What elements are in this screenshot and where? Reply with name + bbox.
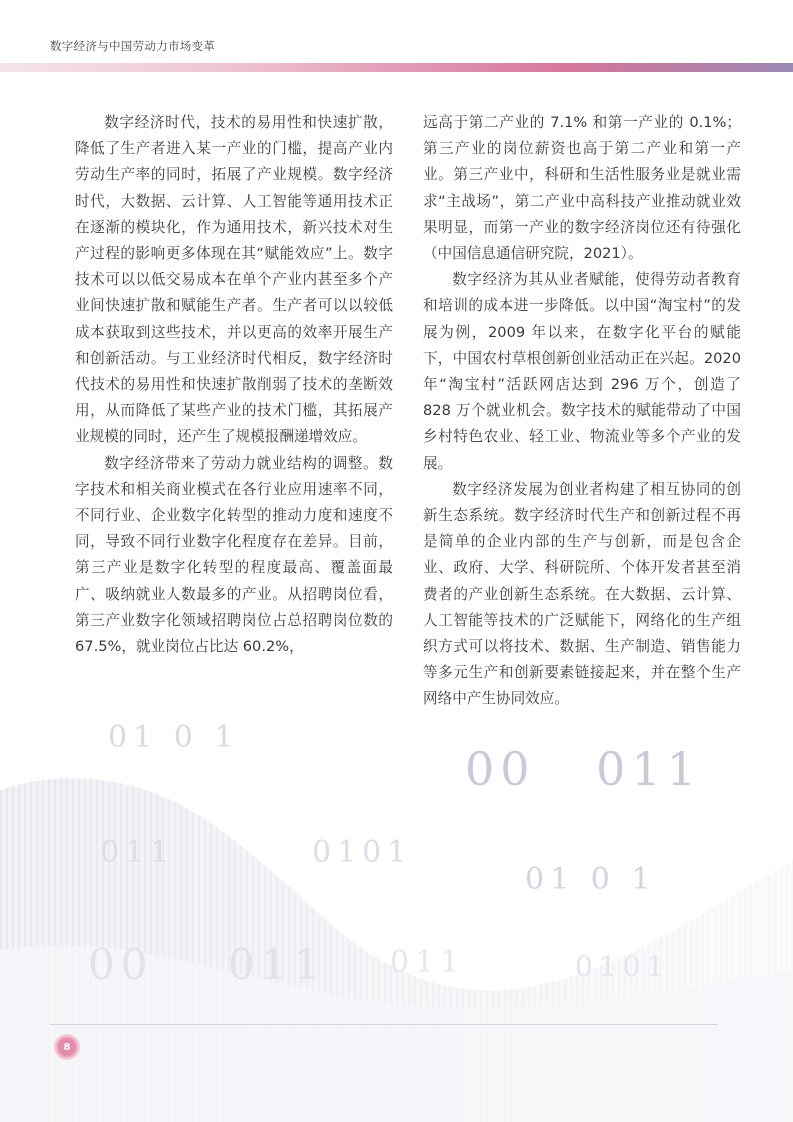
page-number-badge (54, 1034, 80, 1060)
left-text-column (75, 110, 393, 660)
page-number: 8 (63, 1041, 71, 1053)
body-paragraph: 数字经济为其从业者赋能，使得劳动者教育和培训的成本进一步降低。以中国“淘宝村”的发展为例，2009 年以来，在数字化平台的赋能下，中国农村草根创新创业活动正在兴起。2020 年“淘宝村”活跃网店达到 296 万个，创造了 828 万个就业机会。数字技术的赋能带动了中国乡村特色农业、轻工业、物流业等多个产业的发展。 (423, 271, 741, 472)
body-paragraph: 数字经济时代，技术的易用性和快速扩散，降低了生产者进入某一产业的门槛，提高产业内劳动生产率的同时，拓展了产业规模。数字经济时代，大数据、云计算、人工智能等通用技术正在逐渐的模块化，作为通用技术，新兴技术对生产过程的影响更多体现在其“赋能效应”上。数字技术可以以低交易成本在单个产业内甚至多个产业间快速扩散和赋能生产者。生产者可以以较低成本获取到这些技术，并以更高的效率开展生产和创新活动。与工业经济时代相反，数字经济时代技术的易用性和快速扩散削弱了技术的垄断效用，从而降低了某些产业的技术门槛，其拓展产业规模的同时，还产生了规模报酬递增效应。 (75, 114, 393, 446)
right-text-column (423, 110, 741, 713)
body-paragraph-continuation: 远高于第二产业的 7.1% 和第一产业的 0.1%；第三产业的岗位薪资也高于第二产业和第一产业。第三产业中，科研和生活性服务业是就业需求“主战场”，第二产业中高科技产业推动就业效果明显，而第一产业的数字经济岗位还有待强化（中国信息通信研究院，2021）。 (423, 114, 741, 263)
decorative-digits: 00 (88, 940, 154, 989)
decorative-digits: 00 011 (465, 742, 702, 796)
decorative-digits: 011 (390, 945, 466, 980)
decorative-digits: 01 0 1 (525, 862, 657, 897)
header-gradient-bar (0, 63, 793, 72)
decorative-digits: 011 (100, 835, 176, 870)
footer-divider (50, 1024, 718, 1025)
decorative-digits: 011 (228, 940, 327, 989)
body-paragraph: 数字经济带来了劳动力就业结构的调整。数字技术和相关商业模式在各行业应用速率不同，不同行业、企业数字化转型的推动力度和速度不同，导致不同行业数字化程度存在差异。目前，第三产业是数字化转型的程度最高、覆盖面最广、吸纳就业人数最多的产业。从招聘岗位看，第三产业数字化领域招聘岗位占总招聘岗位数的 67.5%，就业岗位占比达 60.2%， (75, 454, 393, 656)
decorative-digits: 0101 (575, 950, 671, 983)
decorative-digits: 01 0 1 (108, 720, 240, 755)
running-header-title: 数字经济与中国劳动力市场变革 (50, 39, 216, 53)
body-paragraph: 数字经济发展为创业者构建了相互协同的创新生态系统。数字经济时代生产和创新过程不再是简单的企业内部的生产与创新，而是包含企业、政府、大学、科研院所、个体开发者甚至消费者的产业创新生态系统。在大数据、云计算、人工智能等技术的广泛赋能下，网络化的生产组织方式可以将技术、数据、生产制造、销售能力等多元生产和创新要素链接起来，并在整个生产网络中产生协同效应。 (423, 480, 741, 708)
decorative-digits: 0101 (312, 835, 413, 870)
